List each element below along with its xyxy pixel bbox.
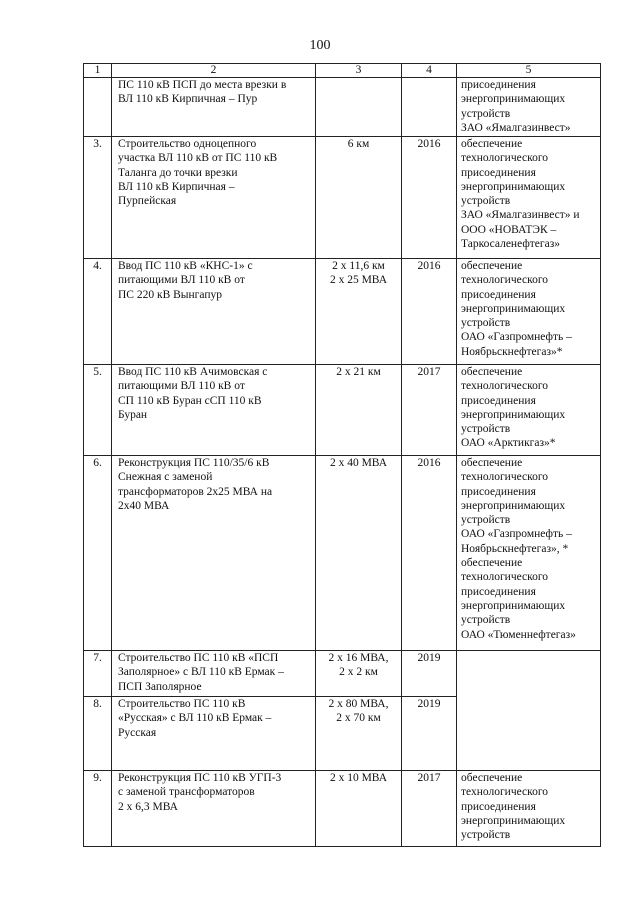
- project-amount: [316, 78, 402, 137]
- row-number: 3.: [84, 137, 112, 259]
- project-name: Ввод ПС 110 кВ «КНС-1» с питающими ВЛ 110 кВ от ПС 220 кВ Вынгапур: [112, 259, 316, 365]
- project-name: Реконструкция ПС 110 кВ УГП-3 с заменой трансформаторов 2 х 6,3 МВА: [112, 771, 316, 847]
- project-purpose: обеспечение технологического присоединения энергопринимающих устройств ОАО «Газпромнефть – Ноябрьскнефтегаз»*: [457, 259, 601, 365]
- row-number: 4.: [84, 259, 112, 365]
- project-purpose: обеспечение технологического присоединения энергопринимающих устройств ОАО «Арктикгаз»*: [457, 365, 601, 456]
- table-header-row: [84, 64, 601, 78]
- project-purpose: присоединения энергопринимающих устройств ЗАО «Ямалгазинвест»: [457, 78, 601, 137]
- project-year: 2016: [402, 137, 457, 259]
- project-amount: 2 х 11,6 км 2 х 25 МВА: [316, 259, 402, 365]
- row-number: 9.: [84, 771, 112, 847]
- project-name: Строительство одноцепного участка ВЛ 110 кВ от ПС 110 кВ Таланга до точки врезки ВЛ 110 кВ Кирпичная – Пурпейская: [112, 137, 316, 259]
- row-number: 8.: [84, 697, 112, 771]
- column-header-1: 1: [84, 64, 112, 78]
- project-purpose: [457, 651, 601, 771]
- project-amount: 2 х 16 МВА, 2 х 2 км: [316, 651, 402, 697]
- project-amount: 2 х 80 МВА, 2 х 70 км: [316, 697, 402, 771]
- project-amount: 2 х 21 км: [316, 365, 402, 456]
- project-name: Строительство ПС 110 кВ «ПСП Заполярное» с ВЛ 110 кВ Ермак – ПСП Заполярное: [112, 651, 316, 697]
- project-year: [402, 78, 457, 137]
- project-purpose: обеспечение технологического присоединения энергопринимающих устройств ЗАО «Ямалгазинвест» и ООО «НОВАТЭК – Таркосаленефтегаз»: [457, 137, 601, 259]
- row-number: 5.: [84, 365, 112, 456]
- row-number: [84, 78, 112, 137]
- project-year: 2016: [402, 456, 457, 651]
- page-number: 100: [309, 38, 331, 53]
- project-name: ПС 110 кВ ПСП до места врезки в ВЛ 110 кВ Кирпичная – Пур: [112, 78, 316, 137]
- table-row: [84, 78, 601, 137]
- project-amount: 2 х 40 МВА: [316, 456, 402, 651]
- row-number: 6.: [84, 456, 112, 651]
- project-year: 2017: [402, 365, 457, 456]
- project-name: Ввод ПС 110 кВ Ачимовская с питающими ВЛ 110 кВ от СП 110 кВ Буран сСП 110 кВ Буран: [112, 365, 316, 456]
- table-row: [84, 365, 601, 456]
- project-amount: 6 км: [316, 137, 402, 259]
- column-header-2: 2: [112, 64, 316, 78]
- project-name: Строительство ПС 110 кВ «Русская» с ВЛ 110 кВ Ермак – Русская: [112, 697, 316, 771]
- project-year: 2016: [402, 259, 457, 365]
- project-year: 2019: [402, 697, 457, 771]
- project-year: 2019: [402, 651, 457, 697]
- project-purpose: обеспечение технологического присоединения энергопринимающих устройств ОАО «Газпромнефть – Ноябрьскнефтегаз», * обеспечение технологического присоединения энергопринимающих устройств ОАО «Тюменнефтегаз»: [457, 456, 601, 651]
- column-header-3: 3: [316, 64, 402, 78]
- project-purpose: обеспечение технологического присоединения энергопринимающих устройств: [457, 771, 601, 847]
- column-header-5: 5: [457, 64, 601, 78]
- project-amount: 2 х 10 МВА: [316, 771, 402, 847]
- column-header-4: 4: [402, 64, 457, 78]
- table-row: [84, 456, 601, 651]
- investment-table: [83, 63, 601, 847]
- table-row: [84, 259, 601, 365]
- table-row: [84, 137, 601, 259]
- project-year: 2017: [402, 771, 457, 847]
- table-row: [84, 651, 601, 697]
- row-number: 7.: [84, 651, 112, 697]
- project-name: Реконструкция ПС 110/35/6 кВ Снежная с заменой трансформаторов 2х25 МВА на 2х40 МВА: [112, 456, 316, 651]
- table-row: [84, 771, 601, 847]
